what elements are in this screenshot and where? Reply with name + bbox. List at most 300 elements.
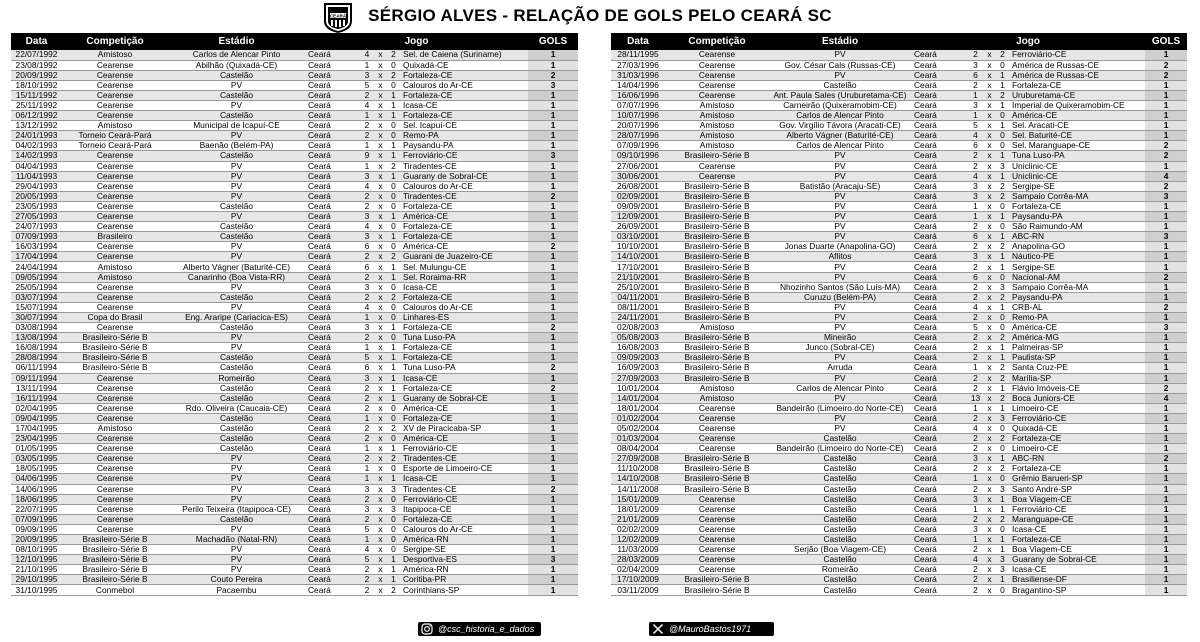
cell-score-home: 1 bbox=[360, 312, 374, 322]
table-row bbox=[11, 232, 578, 242]
cell-stadium: PV bbox=[769, 353, 911, 363]
cell-team: Ceará bbox=[305, 373, 360, 383]
cell-stadium: PV bbox=[168, 131, 305, 141]
cell-score-home: 2 bbox=[360, 434, 374, 444]
cell-team: Ceará bbox=[911, 444, 968, 454]
cell-goals: 1 bbox=[1145, 413, 1187, 423]
cell-stadium: Ant. Paula Sales (Uruburetama-CE) bbox=[769, 90, 911, 100]
cell-competition: Cearense bbox=[62, 403, 168, 413]
cell-stadium: Pacaembu bbox=[168, 585, 305, 595]
cell-competition: Cearense bbox=[62, 302, 168, 312]
cell-competition: Amistoso bbox=[665, 383, 769, 393]
table-row bbox=[611, 201, 1187, 211]
cell-opponent: Tiradentes-CE bbox=[400, 191, 528, 201]
cell-opponent: CRB-AL bbox=[1009, 302, 1145, 312]
cell-score-away: 0 bbox=[387, 242, 400, 252]
cell-date: 28/07/1996 bbox=[611, 131, 665, 141]
cell-score-separator: x bbox=[983, 252, 996, 262]
cell-score-separator: x bbox=[983, 171, 996, 181]
cell-competition: Cearense bbox=[62, 292, 168, 302]
cell-team: Ceará bbox=[911, 413, 968, 423]
cell-opponent: América-CE bbox=[400, 403, 528, 413]
table-row bbox=[611, 373, 1187, 383]
cell-score-away: 1 bbox=[387, 111, 400, 121]
cell-competition: Brasileiro-Série B bbox=[665, 302, 769, 312]
cell-competition: Cearense bbox=[665, 504, 769, 514]
cell-goals: 1 bbox=[1145, 262, 1187, 272]
cell-opponent: Itapipoca-CE bbox=[400, 504, 528, 514]
cell-goals: 1 bbox=[528, 302, 578, 312]
cell-stadium: Alberto Vágner (Baturité-CE) bbox=[769, 131, 911, 141]
cell-score-home: 2 bbox=[968, 444, 983, 454]
cell-score-separator: x bbox=[374, 363, 387, 373]
cell-score-away: 1 bbox=[996, 262, 1009, 272]
cell-opponent: Desportiva-ES bbox=[400, 555, 528, 565]
cell-score-separator: x bbox=[983, 494, 996, 504]
cell-opponent: Fortaleza-CE bbox=[400, 201, 528, 211]
cell-score-away: 0 bbox=[387, 181, 400, 191]
instagram-handle-badge[interactable] bbox=[418, 622, 541, 636]
cell-score-away: 2 bbox=[996, 292, 1009, 302]
cell-score-home: 5 bbox=[360, 524, 374, 534]
cell-goals: 1 bbox=[1145, 363, 1187, 373]
cell-score-away: 1 bbox=[387, 212, 400, 222]
cell-stadium: Abilhão (Quixadá-CE) bbox=[168, 60, 305, 70]
table-row bbox=[11, 262, 578, 272]
cell-score-away: 2 bbox=[387, 70, 400, 80]
cell-goals: 1 bbox=[528, 100, 578, 110]
table-row bbox=[611, 80, 1187, 90]
cell-stadium: PV bbox=[769, 323, 911, 333]
cell-team: Ceará bbox=[911, 343, 968, 353]
cell-score-separator: x bbox=[983, 393, 996, 403]
cell-team: Ceará bbox=[911, 535, 968, 545]
cell-goals: 1 bbox=[1145, 90, 1187, 100]
cell-date: 22/07/1995 bbox=[11, 504, 62, 514]
cell-opponent: ABC-RN bbox=[1009, 454, 1145, 464]
cell-opponent: Ferroviário-CE bbox=[400, 151, 528, 161]
cell-opponent: Fortaleza-CE bbox=[400, 70, 528, 80]
cell-competition: Amistoso bbox=[665, 100, 769, 110]
cell-stadium: Canarinho (Boa Vista-RR) bbox=[168, 272, 305, 282]
cell-goals: 1 bbox=[1145, 312, 1187, 322]
cell-date: 03/08/1994 bbox=[11, 323, 62, 333]
cell-score-separator: x bbox=[983, 272, 996, 282]
cell-competition: Brasileiro-Série B bbox=[665, 262, 769, 272]
cell-goals: 1 bbox=[1145, 535, 1187, 545]
cell-stadium: PV bbox=[769, 191, 911, 201]
table-row bbox=[611, 535, 1187, 545]
cell-score-home: 2 bbox=[360, 201, 374, 211]
cell-score-away: 0 bbox=[996, 585, 1009, 595]
cell-goals: 1 bbox=[528, 504, 578, 514]
cell-team: Ceará bbox=[911, 585, 968, 595]
cell-score-home: 1 bbox=[360, 141, 374, 151]
cell-team: Ceará bbox=[305, 181, 360, 191]
cell-team: Ceará bbox=[305, 323, 360, 333]
cell-opponent: América-CE bbox=[400, 212, 528, 222]
cell-date: 05/02/2004 bbox=[611, 423, 665, 433]
cell-stadium: Castelão bbox=[168, 393, 305, 403]
cell-stadium: PV bbox=[769, 212, 911, 222]
cell-competition: Cearense bbox=[665, 161, 769, 171]
cell-team: Ceará bbox=[305, 161, 360, 171]
table-row bbox=[11, 181, 578, 191]
cell-team: Ceará bbox=[911, 393, 968, 403]
cell-competition: Brasileiro-Série B bbox=[665, 232, 769, 242]
cell-team: Ceará bbox=[305, 464, 360, 474]
cell-score-away: 0 bbox=[387, 302, 400, 312]
cell-score-separator: x bbox=[374, 494, 387, 504]
cell-score-home: 5 bbox=[968, 323, 983, 333]
cell-score-separator: x bbox=[374, 50, 387, 60]
cell-score-separator: x bbox=[374, 454, 387, 464]
table-row bbox=[11, 60, 578, 70]
cell-score-home: 2 bbox=[968, 222, 983, 232]
cell-score-away: 1 bbox=[387, 232, 400, 242]
cell-goals: 1 bbox=[1145, 333, 1187, 343]
table-row bbox=[611, 121, 1187, 131]
cell-date: 28/03/2009 bbox=[611, 555, 665, 565]
cell-date: 27/06/2001 bbox=[611, 161, 665, 171]
cell-date: 06/11/1994 bbox=[11, 363, 62, 373]
cell-score-home: 3 bbox=[968, 252, 983, 262]
cell-score-home: 2 bbox=[968, 514, 983, 524]
cell-stadium: Machadão (Natal-RN) bbox=[168, 535, 305, 545]
cell-opponent: América de Russas-CE bbox=[1009, 70, 1145, 80]
cell-date: 29/10/1995 bbox=[11, 575, 62, 585]
cell-score-separator: x bbox=[983, 292, 996, 302]
cell-score-home: 3 bbox=[968, 60, 983, 70]
table-row bbox=[11, 201, 578, 211]
cell-opponent: Uruburetama-CE bbox=[1009, 90, 1145, 100]
cell-date: 09/04/1995 bbox=[11, 413, 62, 423]
cell-goals: 1 bbox=[528, 434, 578, 444]
cell-team: Ceará bbox=[305, 242, 360, 252]
cell-score-home: 2 bbox=[968, 333, 983, 343]
cell-score-separator: x bbox=[374, 403, 387, 413]
cell-score-separator: x bbox=[983, 302, 996, 312]
cell-date: 26/08/2001 bbox=[611, 181, 665, 191]
cell-date: 21/01/2009 bbox=[611, 514, 665, 524]
cell-team: Ceará bbox=[911, 565, 968, 575]
cell-goals: 1 bbox=[528, 181, 578, 191]
cell-goals: 1 bbox=[1145, 504, 1187, 514]
cell-score-home: 3 bbox=[968, 191, 983, 201]
cell-score-separator: x bbox=[983, 111, 996, 121]
cell-date: 23/05/1993 bbox=[11, 201, 62, 211]
table-row bbox=[11, 444, 578, 454]
cell-team: Ceará bbox=[911, 373, 968, 383]
cell-goals: 2 bbox=[1145, 141, 1187, 151]
table-row bbox=[11, 383, 578, 393]
cell-score-separator: x bbox=[374, 60, 387, 70]
cell-goals: 1 bbox=[528, 423, 578, 433]
cell-goals: 1 bbox=[1145, 514, 1187, 524]
cell-opponent: América-CE bbox=[400, 242, 528, 252]
cell-competition: Cearense bbox=[665, 565, 769, 575]
cell-score-away: 1 bbox=[996, 100, 1009, 110]
table-row bbox=[11, 494, 578, 504]
cell-team: Ceará bbox=[305, 393, 360, 403]
table-row bbox=[11, 312, 578, 322]
cell-opponent: Icasa-CE bbox=[400, 373, 528, 383]
cell-opponent: Remo-PA bbox=[1009, 312, 1145, 322]
cell-score-away: 2 bbox=[387, 585, 400, 595]
cell-competition: Cearense bbox=[665, 171, 769, 181]
cell-stadium: Castelão bbox=[168, 363, 305, 373]
cell-score-home: 2 bbox=[360, 383, 374, 393]
cell-goals: 2 bbox=[1145, 302, 1187, 312]
goals-table bbox=[611, 33, 1187, 596]
table-row bbox=[11, 484, 578, 494]
cell-score-separator: x bbox=[374, 161, 387, 171]
cell-date: 09/09/2001 bbox=[611, 201, 665, 211]
cell-stadium: Batistão (Aracaju-SE) bbox=[769, 181, 911, 191]
cell-team: Ceará bbox=[911, 403, 968, 413]
cell-score-separator: x bbox=[983, 353, 996, 363]
cell-opponent: Calouros do Ar-CE bbox=[400, 181, 528, 191]
cell-score-home: 1 bbox=[968, 363, 983, 373]
cell-score-separator: x bbox=[374, 272, 387, 282]
cell-opponent: Náutico-PE bbox=[1009, 252, 1145, 262]
table-row bbox=[611, 222, 1187, 232]
cell-score-separator: x bbox=[374, 393, 387, 403]
cell-score-separator: x bbox=[983, 80, 996, 90]
table-row bbox=[611, 403, 1187, 413]
table-row bbox=[611, 272, 1187, 282]
table-row bbox=[611, 161, 1187, 171]
cell-opponent: Fortaleza-CE bbox=[400, 413, 528, 423]
cell-goals: 1 bbox=[1145, 575, 1187, 585]
cell-score-away: 2 bbox=[996, 191, 1009, 201]
cell-opponent: Fortaleza-CE bbox=[400, 343, 528, 353]
cell-score-separator: x bbox=[374, 171, 387, 181]
cell-score-away: 1 bbox=[996, 121, 1009, 131]
cell-opponent: Uniclinic-CE bbox=[1009, 171, 1145, 181]
cell-score-separator: x bbox=[374, 212, 387, 222]
cell-stadium: PV bbox=[168, 474, 305, 484]
cell-goals: 1 bbox=[1145, 242, 1187, 252]
cell-goals: 1 bbox=[528, 50, 578, 60]
cell-competition: Cearense bbox=[62, 393, 168, 403]
cell-score-home: 2 bbox=[968, 565, 983, 575]
cell-team: Ceará bbox=[305, 151, 360, 161]
cell-team: Ceará bbox=[305, 353, 360, 363]
cell-score-home: 3 bbox=[360, 232, 374, 242]
cell-score-away: 2 bbox=[996, 333, 1009, 343]
cell-goals: 1 bbox=[528, 111, 578, 121]
cell-opponent: América-CE bbox=[400, 434, 528, 444]
cell-competition: Cearense bbox=[665, 555, 769, 565]
cell-score-separator: x bbox=[983, 151, 996, 161]
table-row bbox=[611, 111, 1187, 121]
column-header-jogo: Jogo bbox=[1016, 36, 1040, 47]
cell-goals: 1 bbox=[528, 90, 578, 100]
cell-competition: Cearense bbox=[62, 80, 168, 90]
cell-goals: 2 bbox=[1145, 151, 1187, 161]
cell-stadium: Castelão bbox=[168, 383, 305, 393]
cell-score-away: 1 bbox=[387, 151, 400, 161]
cell-date: 09/10/1996 bbox=[611, 151, 665, 161]
cell-competition: Brasileiro-Série B bbox=[62, 535, 168, 545]
cell-stadium: Castelão bbox=[769, 555, 911, 565]
cell-competition: Cearense bbox=[62, 464, 168, 474]
cell-date: 23/04/1995 bbox=[11, 434, 62, 444]
cell-goals: 1 bbox=[1145, 474, 1187, 484]
cell-date: 16/08/1994 bbox=[11, 343, 62, 353]
cell-team: Ceará bbox=[305, 545, 360, 555]
cell-team: Ceará bbox=[305, 232, 360, 242]
cell-opponent: Sel. Mulungu-CE bbox=[400, 262, 528, 272]
cell-opponent: Fortaleza-CE bbox=[400, 232, 528, 242]
cell-stadium: PV bbox=[168, 464, 305, 474]
cell-team: Ceará bbox=[911, 212, 968, 222]
cell-stadium: Castelão bbox=[769, 464, 911, 474]
cell-score-home: 4 bbox=[360, 222, 374, 232]
table-row bbox=[611, 393, 1187, 403]
cell-team: Ceará bbox=[305, 504, 360, 514]
cell-competition: Brasileiro bbox=[62, 232, 168, 242]
cell-team: Ceará bbox=[911, 282, 968, 292]
cell-competition: Amistoso bbox=[62, 262, 168, 272]
cell-stadium: PV bbox=[168, 282, 305, 292]
cell-opponent: Imperial de Quixeramobim-CE bbox=[1009, 100, 1145, 110]
cell-score-home: 1 bbox=[968, 111, 983, 121]
cell-opponent: Ferroviário-CE bbox=[1009, 413, 1145, 423]
cell-score-home: 2 bbox=[360, 252, 374, 262]
cell-stadium: Castelão bbox=[168, 232, 305, 242]
cell-score-separator: x bbox=[983, 191, 996, 201]
cell-score-away: 0 bbox=[387, 514, 400, 524]
table-row bbox=[611, 434, 1187, 444]
cell-score-away: 3 bbox=[387, 484, 400, 494]
cell-opponent: Icasa-CE bbox=[1009, 524, 1145, 534]
cell-score-separator: x bbox=[374, 484, 387, 494]
cell-opponent: Santo André-SP bbox=[1009, 484, 1145, 494]
table-row bbox=[11, 434, 578, 444]
cell-competition: Brasileiro-Série B bbox=[665, 292, 769, 302]
cell-score-home: 4 bbox=[968, 423, 983, 433]
cell-opponent: Quixadá-CE bbox=[400, 60, 528, 70]
cell-score-home: 1 bbox=[360, 413, 374, 423]
cell-team: Ceará bbox=[305, 282, 360, 292]
cell-stadium: Castelão bbox=[769, 585, 911, 595]
cell-score-away: 2 bbox=[996, 464, 1009, 474]
table-row bbox=[611, 141, 1187, 151]
cell-score-home: 2 bbox=[968, 50, 983, 60]
cell-date: 24/04/1994 bbox=[11, 262, 62, 272]
cell-score-away: 1 bbox=[387, 141, 400, 151]
table-row bbox=[611, 565, 1187, 575]
table-row bbox=[11, 191, 578, 201]
cell-stadium: PV bbox=[168, 343, 305, 353]
cell-team: Ceará bbox=[911, 191, 968, 201]
cell-score-away: 0 bbox=[996, 60, 1009, 70]
table-row bbox=[11, 514, 578, 524]
cell-score-separator: x bbox=[374, 292, 387, 302]
cell-goals: 1 bbox=[1145, 585, 1187, 595]
cell-score-away: 0 bbox=[996, 474, 1009, 484]
x-handle-badge[interactable] bbox=[649, 622, 774, 636]
cell-stadium: PV bbox=[769, 272, 911, 282]
goals-table-left-panel bbox=[11, 33, 578, 596]
cell-opponent: Icasa-CE bbox=[400, 282, 528, 292]
cell-competition: Cearense bbox=[62, 444, 168, 454]
cell-opponent: Calouros do Ar-CE bbox=[400, 524, 528, 534]
cell-score-home: 6 bbox=[968, 272, 983, 282]
cell-competition: Cearense bbox=[62, 222, 168, 232]
cell-score-separator: x bbox=[983, 535, 996, 545]
cell-team: Ceará bbox=[305, 141, 360, 151]
cell-opponent: Grêmio Barueri-SP bbox=[1009, 474, 1145, 484]
cell-opponent: Linhares-ES bbox=[400, 312, 528, 322]
cell-score-home: 2 bbox=[968, 434, 983, 444]
cell-score-away: 3 bbox=[996, 565, 1009, 575]
cell-stadium: PV bbox=[168, 454, 305, 464]
cell-team: Ceará bbox=[911, 242, 968, 252]
cell-date: 18/06/1995 bbox=[11, 494, 62, 504]
cell-team: Ceará bbox=[911, 524, 968, 534]
cell-date: 14/06/1995 bbox=[11, 484, 62, 494]
cell-competition: Cearense bbox=[62, 181, 168, 191]
cell-score-separator: x bbox=[983, 514, 996, 524]
cell-score-home: 2 bbox=[968, 585, 983, 595]
cell-opponent: Nacional-AM bbox=[1009, 272, 1145, 282]
cell-score-separator: x bbox=[374, 545, 387, 555]
cell-team: Ceará bbox=[305, 423, 360, 433]
cell-score-away: 0 bbox=[387, 413, 400, 423]
cell-competition: Brasileiro-Série B bbox=[665, 585, 769, 595]
cell-date: 29/04/1993 bbox=[11, 181, 62, 191]
cell-goals: 1 bbox=[528, 464, 578, 474]
cell-competition: Brasileiro-Série B bbox=[665, 575, 769, 585]
cell-date: 07/07/1996 bbox=[611, 100, 665, 110]
cell-score-away: 1 bbox=[996, 212, 1009, 222]
cell-date: 16/09/2003 bbox=[611, 363, 665, 373]
table-row bbox=[11, 50, 578, 60]
cell-opponent: Tiradentes-CE bbox=[400, 454, 528, 464]
cell-score-home: 5 bbox=[360, 353, 374, 363]
table-row bbox=[11, 90, 578, 100]
cell-score-separator: x bbox=[374, 434, 387, 444]
table-row bbox=[11, 535, 578, 545]
table-row bbox=[11, 413, 578, 423]
cell-team: Ceará bbox=[911, 353, 968, 363]
cell-competition: Cearense bbox=[62, 201, 168, 211]
cell-goals: 1 bbox=[528, 585, 578, 595]
cell-score-away: 0 bbox=[387, 201, 400, 211]
cell-goals: 1 bbox=[528, 575, 578, 585]
table-row bbox=[611, 50, 1187, 60]
cell-score-away: 1 bbox=[387, 353, 400, 363]
cell-opponent: Tuna Luso-PA bbox=[400, 333, 528, 343]
cell-date: 10/07/1996 bbox=[611, 111, 665, 121]
cell-score-separator: x bbox=[983, 343, 996, 353]
cell-score-home: 1 bbox=[968, 535, 983, 545]
cell-score-separator: x bbox=[983, 323, 996, 333]
cell-score-home: 4 bbox=[968, 131, 983, 141]
cell-score-away: 0 bbox=[387, 222, 400, 232]
table-body bbox=[611, 50, 1187, 595]
cell-date: 09/09/1995 bbox=[11, 524, 62, 534]
cell-team: Ceará bbox=[305, 494, 360, 504]
cell-score-away: 1 bbox=[387, 171, 400, 181]
cell-score-home: 3 bbox=[360, 484, 374, 494]
cell-score-separator: x bbox=[983, 464, 996, 474]
cell-team: Ceará bbox=[305, 100, 360, 110]
cell-competition: Brasileiro-Série B bbox=[62, 343, 168, 353]
